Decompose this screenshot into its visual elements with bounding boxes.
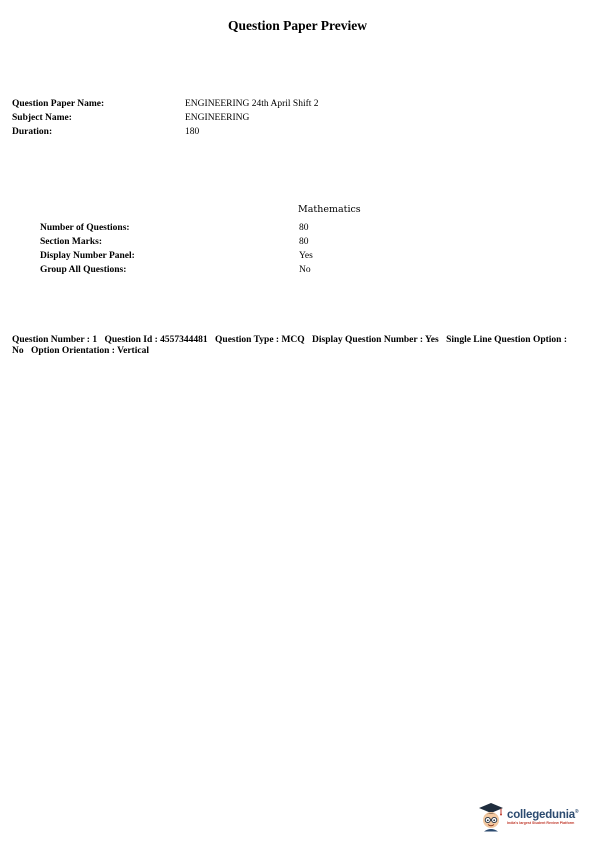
- logo-text: [507, 806, 578, 826]
- page-title: Question Paper Preview: [228, 18, 367, 33]
- question-type: Question Type : MCQ: [215, 335, 305, 345]
- section-value: Yes: [299, 251, 313, 261]
- question-header: [12, 335, 584, 356]
- section-row-display-number-panel: [40, 249, 313, 263]
- section-row-section-marks: [40, 235, 313, 249]
- section-label: Number of Questions:: [40, 223, 130, 233]
- question-number: Question Number : 1: [12, 335, 98, 345]
- meta-value: ENGINEERING 24th April Shift 2: [185, 99, 319, 109]
- meta-row-paper-name: [12, 97, 319, 111]
- section-value: 80: [299, 223, 309, 233]
- option-orientation: Option Orientation : Vertical: [31, 345, 149, 356]
- meta-row-subject-name: [12, 111, 319, 125]
- collegedunia-watermark: [477, 800, 587, 832]
- section-info-table: [40, 221, 313, 277]
- logo-tagline: India's largest Student Review Platform: [507, 820, 575, 825]
- section-value: No: [299, 265, 311, 275]
- single-line-question-option: Single Line Question Option : No: [12, 335, 567, 356]
- section-label: Section Marks:: [40, 237, 103, 247]
- registered-mark: ®: [574, 809, 579, 816]
- mascot-icon: [477, 800, 505, 832]
- meta-value: ENGINEERING: [185, 113, 250, 123]
- section-row-group-all-questions: [40, 263, 313, 277]
- paper-meta-table: [12, 97, 319, 139]
- logo-brand-name: collegedunia: [507, 808, 575, 821]
- meta-label: Question Paper Name:: [12, 99, 105, 109]
- meta-row-duration: [12, 125, 319, 139]
- meta-label: Duration:: [12, 127, 53, 137]
- section-row-number-of-questions: [40, 221, 313, 235]
- logo-brand: [507, 806, 578, 821]
- section-name: Mathematics: [298, 204, 361, 215]
- section-label: Display Number Panel:: [40, 251, 135, 261]
- display-question-number: Display Question Number : Yes: [312, 335, 439, 345]
- section-label: Group All Questions:: [40, 265, 127, 275]
- section-value: 80: [299, 237, 309, 247]
- meta-value: 180: [185, 127, 200, 137]
- meta-label: Subject Name:: [12, 113, 72, 123]
- question-id: Question Id : 4557344481: [104, 335, 208, 345]
